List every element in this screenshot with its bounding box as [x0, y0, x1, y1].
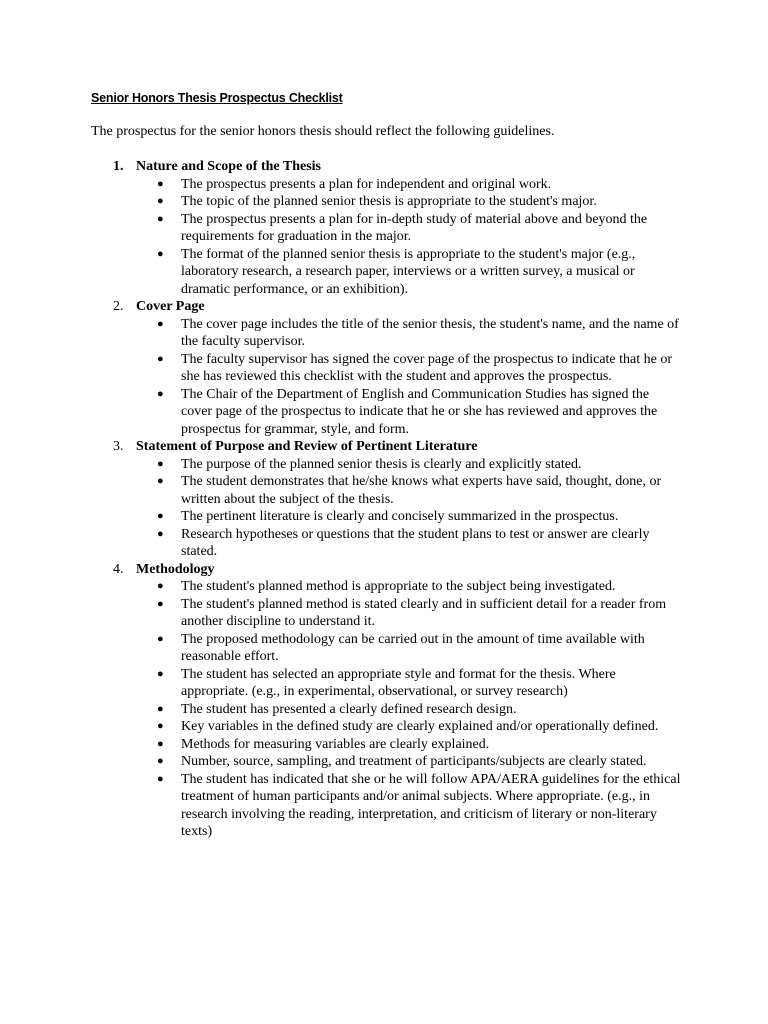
bullet-icon: ●	[157, 772, 164, 785]
bullet-icon: ●	[157, 195, 164, 207]
checklist-item-text: The student has indicated that she or he will follow APA/AERA guidelines for the ethical treatment of human participants and/or animal subjects. Where appropriate. (e.g., in research involving the reading, interpretation, and criticism of literary or non-literary texts)	[181, 771, 681, 839]
checklist-item-text: Key variables in the defined study are clearly explained and/or operationally defined.	[181, 719, 659, 734]
bullet-icon: ●	[157, 457, 164, 470]
checklist-item	[0, 578, 681, 596]
bullet-icon: ●	[157, 702, 164, 715]
checklist-item	[0, 771, 681, 841]
checklist-item	[0, 456, 681, 474]
section-number: 4.	[113, 561, 124, 577]
bullet-icon: ●	[157, 212, 164, 225]
checklist-item-text: The topic of the planned senior thesis is appropriate to the student's major.	[181, 194, 597, 209]
checklist-item	[0, 736, 681, 754]
bullet-icon: ●	[157, 580, 164, 592]
intro-paragraph: The prospectus for the senior honors thesis should reflect the following guidelines.	[91, 124, 555, 139]
checklist-item	[0, 508, 681, 526]
checklist-item	[0, 246, 681, 299]
bullet-icon: ●	[157, 387, 164, 400]
checklist-item-text: The format of the planned senior thesis is appropriate to the student's major (e.g., laboratory research, a research paper, interviews or a written survey, a musical or dramatic performance, or an exhibition).	[181, 246, 636, 297]
checklist-item-text: The Chair of the Department of English and Communication Studies has signed the cover page of the prospectus to indicate that he or she has reviewed and approves the prospectus for grammar, style, and form.	[181, 386, 658, 437]
section-title: Statement of Purpose and Review of Pertinent Literature	[136, 439, 478, 454]
section-heading	[0, 298, 768, 316]
bullet-icon: ●	[157, 475, 164, 487]
checklist-item	[0, 176, 681, 194]
section-heading	[0, 158, 768, 176]
bullet-icon: ●	[157, 632, 164, 645]
checklist-item-text: Methods for measuring variables are clearly explained.	[181, 736, 490, 752]
checklist-item	[0, 631, 681, 666]
checklist-item	[0, 718, 681, 736]
checklist-item-text: The prospectus presents a plan for in-depth study of material above and beyond the requirements for graduation in the major.	[181, 211, 648, 244]
checklist-item-text: The cover page includes the title of the senior thesis, the student's name, and the name of the faculty supervisor.	[181, 316, 679, 349]
checklist-section	[0, 438, 768, 561]
checklist-item	[0, 701, 681, 719]
checklist-item	[0, 596, 681, 631]
checklist-item	[0, 386, 681, 439]
document-title: Senior Honors Thesis Prospectus Checklist	[91, 91, 343, 105]
bullet-icon: ●	[157, 317, 164, 330]
checklist-section	[0, 561, 768, 841]
checklist-item	[0, 193, 681, 211]
checklist-sections	[0, 158, 768, 841]
bullet-icon: ●	[157, 527, 164, 540]
checklist-item	[0, 526, 681, 561]
checklist-item-text: The student has presented a clearly defined research design.	[181, 701, 517, 717]
section-heading	[0, 561, 768, 579]
section-number: 2.	[113, 299, 124, 314]
checklist-section	[0, 298, 768, 438]
checklist-item-text: The faculty supervisor has signed the cover page of the prospectus to indicate that he or she has reviewed this checklist with the student and approves the prospectus.	[181, 351, 673, 384]
bullet-icon: ●	[157, 247, 164, 260]
checklist-item-text: The student's planned method is stated clearly and in sufficient detail for a reader from another discipline to understand it.	[181, 596, 667, 629]
checklist-item	[0, 351, 681, 386]
checklist-item-text: The student's planned method is appropriate to the subject being investigated.	[181, 579, 616, 594]
section-title: Nature and Scope of the Thesis	[136, 159, 322, 174]
bullet-icon: ●	[157, 597, 164, 610]
checklist-item-text: The purpose of the planned senior thesis is clearly and explicitly stated.	[181, 456, 582, 472]
section-number: 3.	[113, 439, 124, 454]
bullet-icon: ●	[157, 510, 164, 522]
checklist-item-text: The prospectus presents a plan for independent and original work.	[181, 176, 552, 192]
checklist-item-text: Research hypotheses or questions that the student plans to test or answer are clearly stated.	[181, 526, 650, 559]
bullet-icon: ●	[157, 177, 164, 190]
checklist-item-text: The student demonstrates that he/she knows what experts have said, thought, done, or written about the subject of the thesis.	[181, 474, 662, 507]
section-title: Methodology	[136, 561, 215, 577]
checklist-item	[0, 316, 681, 351]
bullet-icon: ●	[157, 720, 164, 732]
checklist-item-text: Number, source, sampling, and treatment of participants/subjects are clearly stated.	[181, 754, 647, 769]
section-number: 1.	[113, 159, 124, 174]
bullet-icon: ●	[157, 755, 164, 767]
checklist-item	[0, 473, 681, 508]
section-title: Cover Page	[136, 299, 205, 314]
bullet-icon: ●	[157, 667, 164, 680]
checklist-item-text: The proposed methodology can be carried out in the amount of time available with reasonable effort.	[181, 631, 645, 664]
bullet-icon: ●	[157, 352, 164, 365]
checklist-section	[0, 158, 768, 298]
checklist-item	[0, 753, 681, 771]
checklist-item-text: The pertinent literature is clearly and concisely summarized in the prospectus.	[181, 509, 619, 524]
bullet-icon: ●	[157, 737, 164, 750]
checklist-item	[0, 666, 681, 701]
checklist-item-text: The student has selected an appropriate style and format for the thesis. Where appropriate. (e.g., in experimental, observational, or survey research)	[181, 666, 616, 699]
section-heading	[0, 438, 768, 456]
checklist-item	[0, 211, 681, 246]
